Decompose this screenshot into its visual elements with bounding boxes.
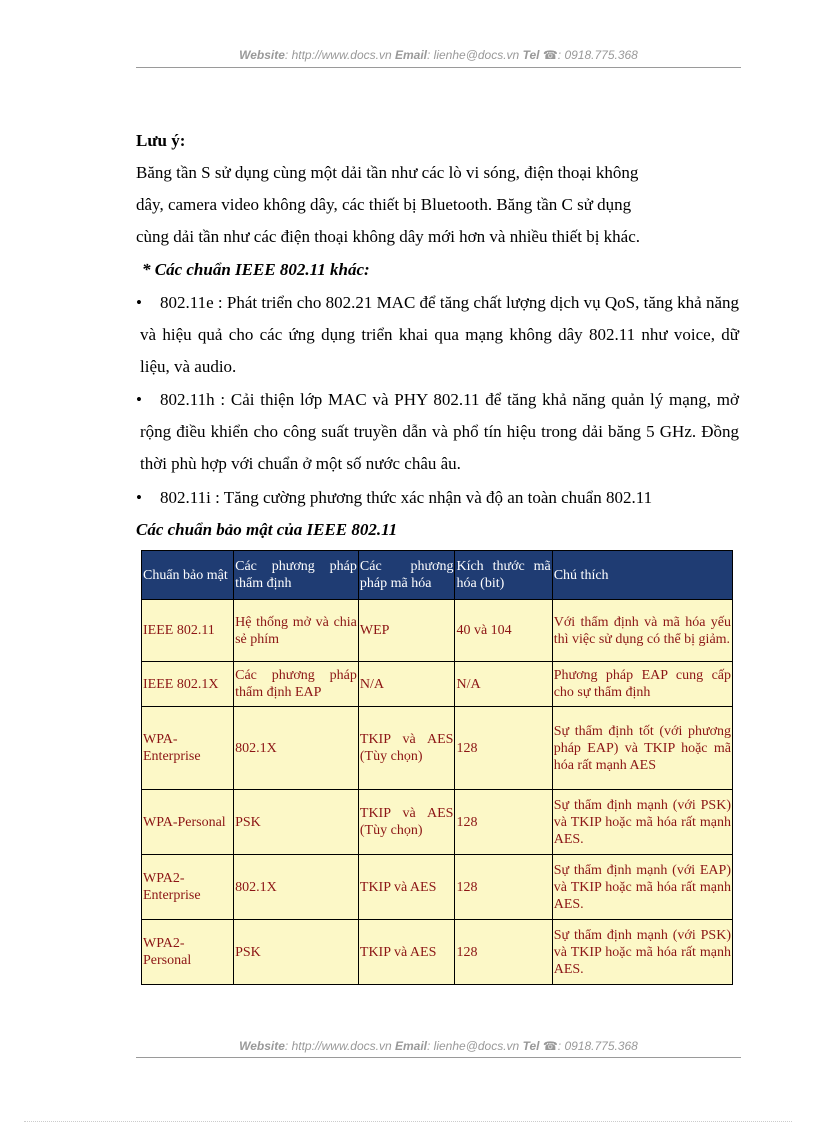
table-cell: Phương pháp EAP cung cấp cho sự thẩm định [552,662,732,707]
header-divider [136,67,741,68]
tel-label: Tel [522,1039,540,1053]
list-item-text: 802.11i : Tăng cường phương thức xác nhận và độ an toàn chuẩn 802.11 [160,488,653,507]
table-cell: TKIP và AES [358,855,455,920]
table-cell: Sự thẩm định tốt (với phương pháp EAP) và TKIP hoặc mã hóa rất mạnh AES [552,707,732,790]
table-caption: Các chuẩn bảo mật của IEEE 802.11 [136,520,398,539]
table-cell: PSK [234,790,359,855]
table-cell: N/A [358,662,455,707]
phone-icon: ☎ [542,1039,558,1053]
email-label: Email [394,1039,427,1053]
table-cell: 802.1X [234,855,359,920]
table-cell: 128 [455,920,552,985]
table-cell: Hệ thống mở và chia sẻ phím [234,600,359,662]
footer-divider [136,1057,741,1058]
table-cell: TKIP và AES (Tùy chọn) [358,790,455,855]
table-cell: TKIP và AES (Tùy chọn) [358,707,455,790]
note-title: Lưu ý: [136,131,186,150]
phone-icon: ☎ [542,48,558,62]
table-cell: WPA-Enterprise [142,707,234,790]
table-cell: TKIP và AES [358,920,455,985]
list-item-text: 802.11h : Cải thiện lớp MAC và PHY 802.11 để tăng khả năng quản lý mạng, mở rộng điều khiển cho công suất truyền dẫn và phổ tín hiệu trong dải băng 5 GHz. Đồng thời phù hợp với chuẩn ở một số nước châu âu. [140,390,739,473]
note-line: dây, camera video không dây, các thiết bị Bluetooth. Băng tần C sử dụng [136,195,632,214]
table-cell: 802.1X [234,707,359,790]
table-cell: PSK [234,920,359,985]
page-header [136,48,741,62]
page-footer [136,1039,741,1053]
table-cell: 128 [455,790,552,855]
table-cell: Với thẩm định và mã hóa yếu thì việc sử dụng có thể bị giảm. [552,600,732,662]
list-item [136,482,739,514]
list-item [136,287,739,383]
tel-label: Tel [522,48,540,62]
email-value[interactable]: : lienhe@docs.vn [427,1039,520,1053]
table-cell: WPA2-Enterprise [142,855,234,920]
table-row [142,790,733,855]
bullet-icon: • [136,390,142,409]
list-item-text: 802.11e : Phát triển cho 802.21 MAC để tăng chất lượng dịch vụ QoS, tăng khả năng và hiệu quả cho các ứng dụng triển khai qua mạng không dây 802.11 như voice, dữ liệu, và audio. [140,293,739,376]
bullet-icon: • [136,488,142,507]
table-row [142,707,733,790]
column-header: Các phương pháp thẩm định [234,551,359,600]
table-cell: IEEE 802.11 [142,600,234,662]
table-cell: Sự thẩm định mạnh (với PSK) và TKIP hoặc mã hóa rất mạnh AES. [552,920,732,985]
table-header-row [142,551,733,600]
email-label: Email [394,48,427,62]
website-value[interactable]: : http://www.docs.vn [284,48,392,62]
column-header: Kích thước mã hóa (bit) [455,551,552,600]
website-value[interactable]: : http://www.docs.vn [284,1039,392,1053]
table-cell: 128 [455,707,552,790]
table-row [142,600,733,662]
website-label: Website [239,1039,285,1053]
table-cell: 40 và 104 [455,600,552,662]
table-cell: WEP [358,600,455,662]
table-cell: Các phương pháp thẩm định EAP [234,662,359,707]
list-item [136,384,739,480]
website-label: Website [239,48,285,62]
tel-value: : 0918.775.368 [557,1039,638,1053]
tel-value: : 0918.775.368 [557,48,638,62]
table-cell: WPA-Personal [142,790,234,855]
table-row [142,662,733,707]
column-header: Các phương pháp mã hóa [358,551,455,600]
table-cell: N/A [455,662,552,707]
column-header: Chú thích [552,551,732,600]
table-cell: 128 [455,855,552,920]
bullet-icon: • [136,293,142,312]
table-cell: WPA2-Personal [142,920,234,985]
table-cell: Sự thẩm định mạnh (với PSK) và TKIP hoặc mã hóa rất mạnh AES. [552,790,732,855]
email-value[interactable]: : lienhe@docs.vn [427,48,520,62]
page-boundary [24,1121,792,1122]
table-cell: Sự thẩm định mạnh (với EAP) và TKIP hoặc mã hóa rất mạnh AES. [552,855,732,920]
table-row [142,920,733,985]
security-standards-table [141,550,733,985]
note-body [136,157,739,253]
table-cell: IEEE 802.1X [142,662,234,707]
note-line: Băng tần S sử dụng cùng một dải tần như các lò vi sóng, điện thoại không [136,163,639,182]
other-standards-heading: * Các chuẩn IEEE 802.11 khác: [142,260,370,279]
table-row [142,855,733,920]
note-line: cùng dải tần như các điện thoại không dây mới hơn và nhiều thiết bị khác. [136,227,641,246]
column-header: Chuẩn bảo mật [142,551,234,600]
